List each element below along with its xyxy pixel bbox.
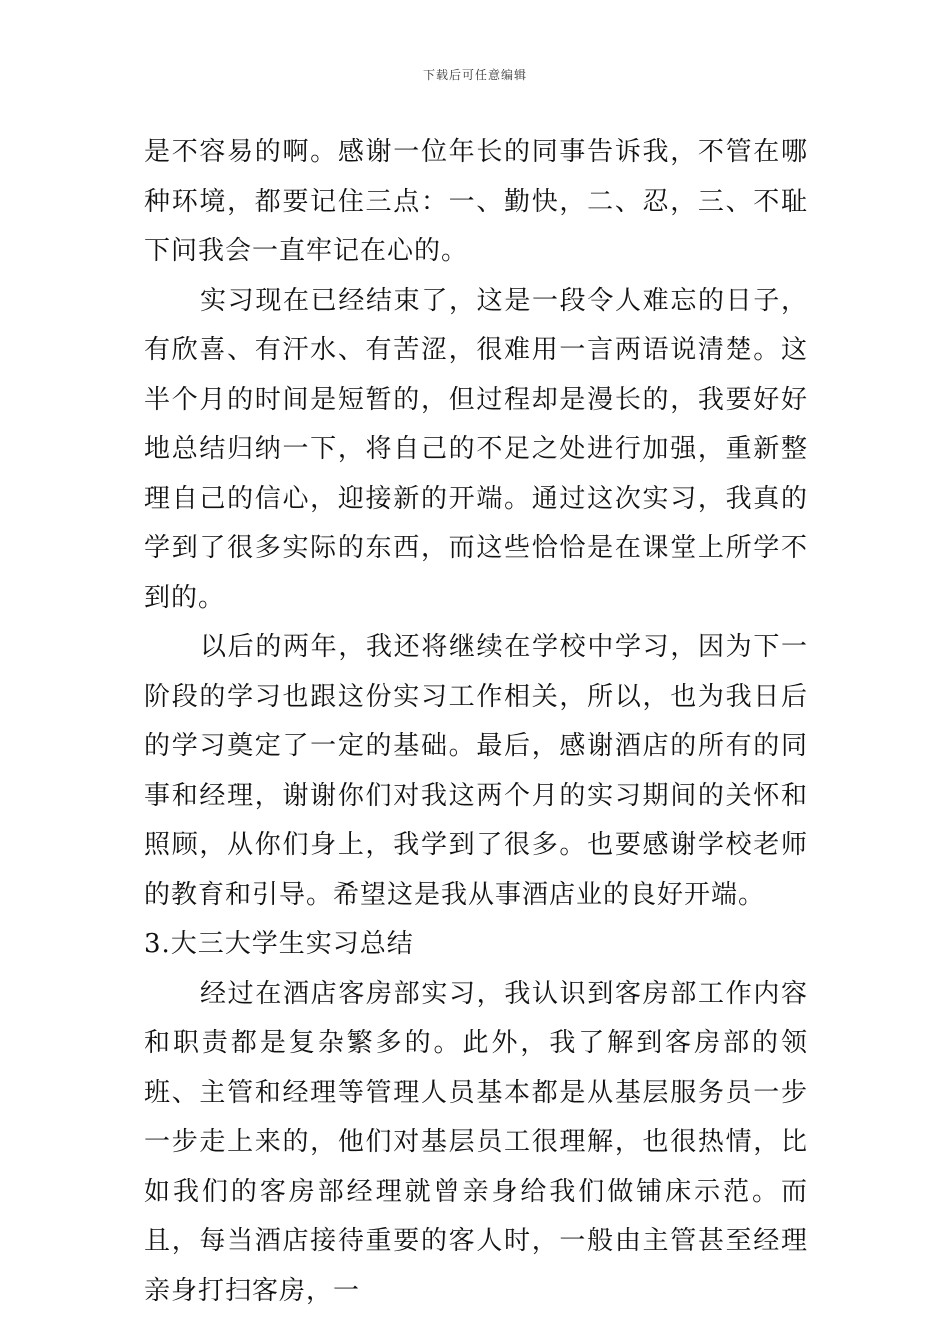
paragraph-housekeeping: 经过在酒店客房部实习，我认识到客房部工作内容和职责都是复杂繁多的。此外，我了解到客房部的领班、主管和经理等管理人员基本都是从基层服务员一步一步走上来的，他们对基层员工很理解，也很热情，比如我们的客房部经理就曾亲身给我们做铺床示范。而且，每当酒店接待重要的客人时，一般由主管甚至经理亲身打扫客房，一 [144, 978, 808, 1306]
page-header: 下载后可任意编辑 [422, 68, 527, 82]
paragraph-continuation: 是不容易的啊。感谢一位年长的同事告诉我，不管在哪种环境，都要记住三点：一、勤快，二、忍，三、不耻下问我会一直牢记在心的。 [144, 137, 808, 266]
section-heading: 3.大三大学生实习总结 [144, 929, 414, 959]
document-body [144, 128, 808, 1316]
paragraph-internship-ended: 实习现在已经结束了，这是一段令人难忘的日子，有欣喜、有汗水、有苦涩，很难用一言两语说清楚。这半个月的时间是短暂的，但过程却是漫长的，我要好好地总结归纳一下，将自己的不足之处进行加强，重新整理自己的信心，迎接新的开端。通过这次实习，我真的学到了很多实际的东西，而这些恰恰是在课堂上所学不到的。 [144, 285, 808, 613]
paragraph-future-study: 以后的两年，我还将继续在学校中学习，因为下一阶段的学习也跟这份实习工作相关，所以，也为我日后的学习奠定了一定的基础。最后，感谢酒店的所有的同事和经理，谢谢你们对我这两个月的实习期间的关怀和照顾，从你们身上，我学到了很多。也要感谢学校老师的教育和引导。希望这是我从事酒店业的良好开端。 [144, 632, 808, 910]
